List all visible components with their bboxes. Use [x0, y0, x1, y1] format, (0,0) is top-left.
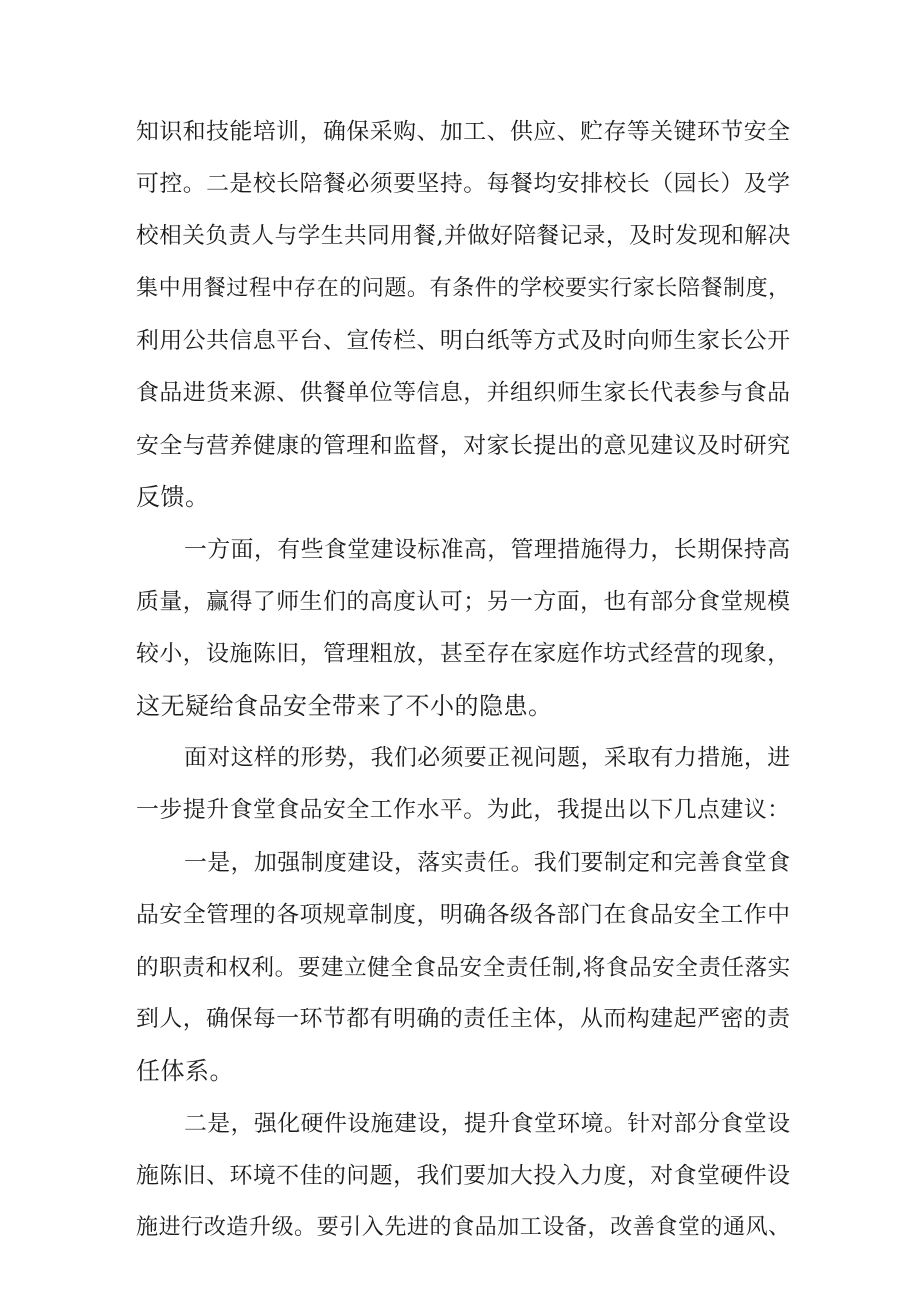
text-line: 可控。二是校长陪餐必须要坚持。每餐均安排校长（园长）及学 [136, 171, 791, 197]
text-line: 施进行改造升级。要引入先进的食品加工设备，改善食堂的通风、 [136, 1215, 791, 1240]
text-line: 任体系。 [136, 1057, 234, 1085]
paragraph-first-line: 一是，加强制度建设，落实责任。我们要制定和完善食堂食 [184, 850, 791, 876]
text-line: 施陈旧、环境不佳的问题，我们要加大投入力度，对食堂硬件设 [136, 1163, 791, 1189]
text-line: 这无疑给食品安全带来了不小的隐患。 [136, 692, 553, 720]
text-line: 的职责和权利。要建立健全食品安全责任制,将食品安全责任落实 [136, 955, 791, 981]
text-line: 食品进货来源、供餐单位等信息，并组织师生家长代表参与食品 [136, 380, 791, 406]
text-line: 集中用餐过程中存在的问题。有条件的学校要实行家长陪餐制度， [136, 276, 791, 301]
text-line: 品安全管理的各项规章制度，明确各级各部门在食品安全工作中 [136, 902, 791, 928]
paragraph-first-line: 面对这样的形势，我们必须要正视问题，采取有力措施，进 [184, 745, 791, 771]
text-line: 安全与营养健康的管理和监督，对家长提出的意见建议及时研究 [136, 433, 791, 459]
text-line: 利用公共信息平台、宣传栏、明白纸等方式及时向师生家长公开 [136, 328, 791, 354]
text-line: 到人，确保每一环节都有明确的责任主体，从而构建起严密的责 [136, 1006, 791, 1032]
paragraph-first-line: 二是，强化硬件设施建设，提升食堂环境。针对部分食堂设 [184, 1111, 791, 1137]
paragraph-first-line: 一方面，有些食堂建设标准高，管理措施得力，长期保持高 [184, 537, 791, 563]
text-line: 质量，赢得了师生们的高度认可；另一方面，也有部分食堂规模 [136, 589, 791, 615]
text-line: 一步提升食堂食品安全工作水平。为此，我提出以下几点建议： [136, 797, 791, 823]
text-line: 校相关负责人与学生共同用餐,并做好陪餐记录，及时发现和解决 [136, 223, 791, 249]
text-line: 知识和技能培训，确保采购、加工、供应、贮存等关键环节安全 [136, 119, 791, 145]
text-line: 反馈。 [136, 483, 210, 511]
text-line: 较小，设施陈旧，管理粗放，甚至存在家庭作坊式经营的现象， [136, 641, 791, 667]
